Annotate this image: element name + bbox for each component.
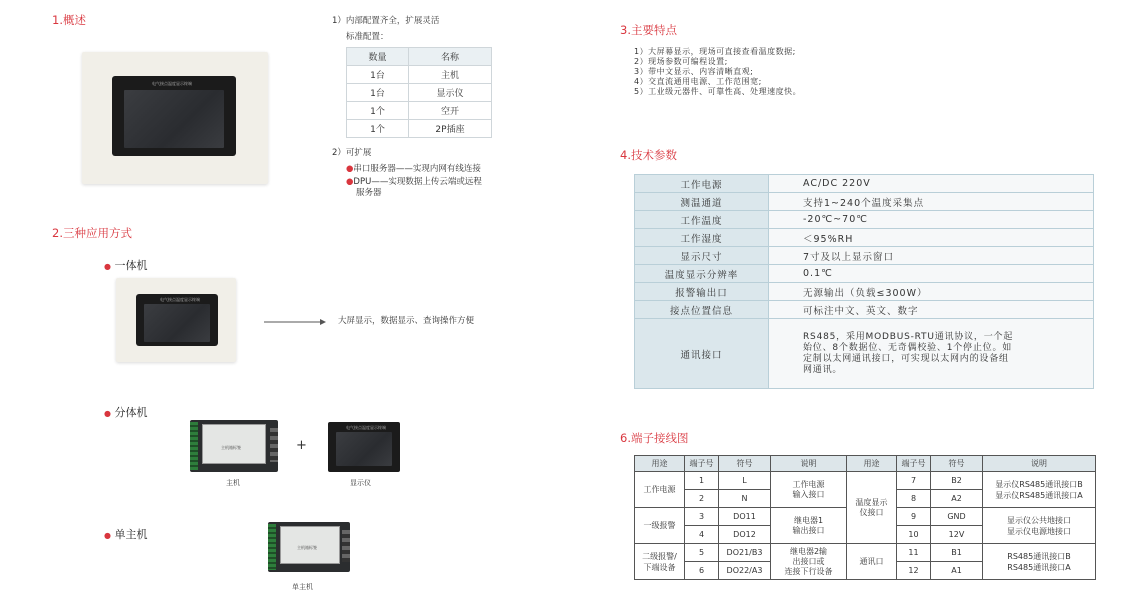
table-row: [347, 102, 492, 120]
table-row: [635, 456, 1096, 472]
param-key: 测温通道: [635, 193, 769, 211]
table-cell: 11: [897, 544, 931, 562]
cell-line: 继电器2输: [789, 546, 828, 556]
table-cell: [983, 544, 1096, 580]
table-cell: [983, 472, 1096, 508]
ext-item-text: DPU——实现数据上传云端或远程: [353, 177, 482, 187]
table-cell: [771, 472, 847, 508]
cell-line: 出接口或: [792, 556, 825, 566]
tech-params-table: [634, 174, 1094, 389]
table-cell: [635, 544, 685, 580]
param-value: -20℃~70℃: [769, 211, 1094, 229]
cell-line: 仪接口: [859, 507, 884, 517]
table-row: [635, 301, 1094, 319]
table-cell: 12: [897, 562, 931, 580]
table-header: 说明: [771, 456, 847, 472]
std-config-label: 标准配置：: [346, 32, 389, 42]
table-cell: L: [719, 472, 771, 490]
param-value: 无源输出（负载≤300W）: [769, 283, 1094, 301]
device-image-large: [82, 52, 268, 184]
screen-title: 电气接点温度显示终端: [152, 81, 192, 86]
param-key: 工作温度: [635, 211, 769, 229]
table-cell: 主机: [409, 66, 492, 84]
table-cell: 6: [685, 562, 719, 580]
bullet-icon: ●: [104, 262, 111, 271]
host-box-title: 主机箱标签: [221, 445, 241, 450]
screen-title: 电气接点温度显示终端: [160, 297, 200, 302]
table-cell: 1个: [347, 102, 409, 120]
host-box-title: 主机箱标签: [297, 545, 317, 550]
param-key: 工作湿度: [635, 229, 769, 247]
plus-sign: +: [296, 438, 307, 453]
app-label: 分体机: [114, 406, 148, 419]
feature-list: [634, 47, 801, 97]
table-cell: 3: [685, 508, 719, 526]
table-row: [635, 319, 1094, 389]
section-tech-title: 4.技术参数: [620, 148, 677, 162]
table-header: 端子号: [685, 456, 719, 472]
table-cell: 1个: [347, 120, 409, 138]
ext-item-cont: 服务器: [356, 188, 382, 198]
param-key: 显示尺寸: [635, 247, 769, 265]
table-cell: 4: [685, 526, 719, 544]
table-row: [635, 544, 1096, 562]
table-cell: 1: [685, 472, 719, 490]
comm-line: RS485，采用MODBUS-RTU通讯协议，一个起: [803, 331, 1014, 342]
app-desc: 大屏显示，数据显示、查询操作方便: [338, 316, 475, 326]
host-label: 主机: [226, 479, 240, 487]
ext-item-text: 串口服务器——实现内网有线连接: [353, 164, 481, 174]
table-cell: 12V: [931, 526, 983, 544]
table-cell: 7: [897, 472, 931, 490]
device-image-all-in-one: [116, 278, 236, 362]
bullet-icon: ●: [104, 531, 111, 540]
cell-line: 下端设备: [643, 562, 676, 572]
table-cell: [847, 472, 897, 544]
list-item: 4）交直流通用电源、工作范围宽;: [634, 77, 762, 86]
table-cell: 5: [685, 544, 719, 562]
table-cell: [771, 544, 847, 580]
param-key: 报警输出口: [635, 283, 769, 301]
cell-line: 显示仪公共地接口: [1007, 515, 1071, 525]
table-header: 名称: [409, 48, 492, 66]
table-cell: 1台: [347, 84, 409, 102]
display-device-image: [328, 422, 400, 472]
table-row: [347, 84, 492, 102]
list-item: 5）工业级元器件、可靠性高、处理速度快。: [634, 87, 802, 96]
table-row: [635, 175, 1094, 193]
ext-item: [346, 177, 482, 188]
cell-line: 继电器1: [793, 515, 824, 525]
table-cell: 2: [685, 490, 719, 508]
table-cell: 9: [897, 508, 931, 526]
app-all-in-one: [104, 257, 147, 273]
cell-line: 连接下行设备: [784, 566, 833, 576]
section-terminal-title: 6.端子接线图: [620, 431, 689, 445]
section-overview-title: 1.概述: [52, 13, 86, 27]
table-cell: 2P插座: [409, 120, 492, 138]
table-header: 符号: [719, 456, 771, 472]
table-cell: A2: [931, 490, 983, 508]
app-split: [104, 404, 147, 420]
table-cell: [983, 508, 1096, 544]
cell-line: 输出接口: [792, 525, 825, 535]
table-header: 符号: [931, 456, 983, 472]
table-row: [635, 193, 1094, 211]
table-cell: 显示仪: [409, 84, 492, 102]
table-cell: DO12: [719, 526, 771, 544]
table-cell: 10: [897, 526, 931, 544]
cell-line: 显示仪RS485通讯接口B: [995, 479, 1083, 489]
app-single: [104, 526, 147, 542]
param-key: 通讯接口: [635, 319, 769, 389]
param-value: AC/DC 220V: [769, 175, 1094, 193]
table-row: [347, 120, 492, 138]
table-row: [635, 211, 1094, 229]
cell-line: RS485通讯接口B: [1007, 551, 1071, 561]
table-cell: 工作电源: [635, 472, 685, 508]
table-cell: 一级报警: [635, 508, 685, 544]
arrow-right-icon: [264, 317, 326, 327]
comm-line: 始位、8个数据位、无奇偶校验、1个停止位。如: [803, 342, 1013, 353]
bullet-icon: ●: [104, 409, 111, 418]
cell-line: 输入接口: [792, 489, 825, 499]
param-key: 温度显示分辨率: [635, 265, 769, 283]
table-cell: DO11: [719, 508, 771, 526]
param-value: 0.1℃: [769, 265, 1094, 283]
table-row: [635, 472, 1096, 490]
comm-line: 网通讯。: [803, 364, 843, 375]
cell-line: RS485通讯接口A: [1007, 562, 1071, 572]
param-value: [769, 319, 1094, 389]
app-label: 单主机: [114, 528, 148, 541]
table-row: [347, 66, 492, 84]
std-config-table: [346, 47, 492, 138]
ext-label: 2）可扩展: [332, 148, 372, 158]
cell-line: 工作电源: [792, 479, 825, 489]
table-cell: 通讯口: [847, 544, 897, 580]
param-value: ＜95%RH: [769, 229, 1094, 247]
table-cell: B2: [931, 472, 983, 490]
app-label: 一体机: [114, 259, 148, 272]
param-value: 支持1~240个温度采集点: [769, 193, 1094, 211]
table-header: 用途: [635, 456, 685, 472]
terminal-table: [634, 455, 1096, 580]
table-cell: DO21/B3: [719, 544, 771, 562]
section-features-title: 3.主要特点: [620, 23, 677, 37]
table-header: 用途: [847, 456, 897, 472]
table-header: 数量: [347, 48, 409, 66]
param-key: 接点位置信息: [635, 301, 769, 319]
display-label: 显示仪: [350, 479, 371, 487]
bullet-icon: ●: [346, 177, 354, 187]
list-item: 2）现场参数可编程设置;: [634, 57, 728, 66]
config-intro: 1）内部配置齐全，扩展灵活: [332, 16, 440, 26]
table-row: [635, 265, 1094, 283]
table-cell: 空开: [409, 102, 492, 120]
table-row: [635, 283, 1094, 301]
cell-line: 显示仪RS485通讯接口A: [995, 490, 1083, 500]
bullet-icon: ●: [346, 164, 354, 174]
single-host-label: 单主机: [292, 583, 313, 591]
table-row: [635, 229, 1094, 247]
table-row: [347, 48, 492, 66]
param-value: 7寸及以上显示窗口: [769, 247, 1094, 265]
table-cell: A1: [931, 562, 983, 580]
table-cell: 1台: [347, 66, 409, 84]
screen-title: 电气接点温度显示终端: [346, 425, 386, 430]
single-host-image: [268, 522, 350, 572]
table-cell: N: [719, 490, 771, 508]
comm-line: 定制以太网通讯接口，可实现以太网内的设备组: [803, 353, 1009, 364]
host-device-image: [190, 420, 278, 472]
list-item: 1）大屏幕显示，现场可直接查看温度数据;: [634, 47, 796, 56]
cell-line: 显示仪电源地接口: [1007, 526, 1071, 536]
ext-item: [346, 164, 481, 175]
table-cell: B1: [931, 544, 983, 562]
param-value: 可标注中文、英文、数字: [769, 301, 1094, 319]
cell-line: 二级报警/: [642, 551, 677, 561]
table-cell: DO22/A3: [719, 562, 771, 580]
list-item: 3）带中文显示、内容清晰直观;: [634, 67, 754, 76]
param-key: 工作电源: [635, 175, 769, 193]
table-row: [635, 247, 1094, 265]
table-cell: [771, 508, 847, 544]
table-cell: GND: [931, 508, 983, 526]
table-cell: 8: [897, 490, 931, 508]
table-header: 端子号: [897, 456, 931, 472]
cell-line: 温度显示: [855, 497, 888, 507]
table-header: 说明: [983, 456, 1096, 472]
section-apps-title: 2.三种应用方式: [52, 226, 132, 240]
